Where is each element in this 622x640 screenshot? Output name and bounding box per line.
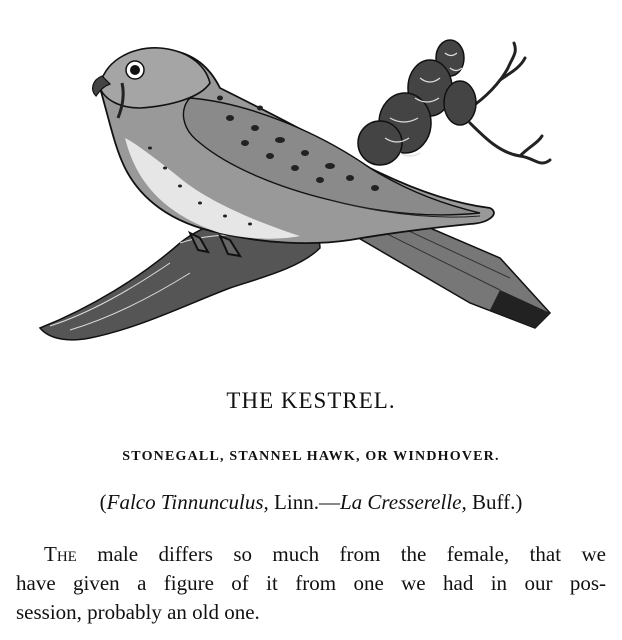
buffon-authority: Buff.) — [472, 490, 523, 514]
kestrel-illustration — [30, 28, 570, 358]
linnaeus-authority: Linn.— — [274, 490, 340, 514]
open-paren: ( — [99, 490, 107, 514]
pine-cones — [358, 40, 476, 165]
paragraph-line — [16, 540, 606, 569]
latin-name: Falco Tinnunculus, — [106, 490, 269, 514]
page-title: THE KESTREL. — [226, 388, 396, 413]
french-name: La Cresserelle, — [339, 490, 467, 514]
common-names: STONEGALL, STANNEL HAWK, OR WINDHOVER. — [122, 449, 500, 464]
lead-word: The — [44, 542, 77, 566]
branch-twigs — [470, 43, 550, 163]
description-paragraph — [16, 540, 606, 627]
scientific-names — [0, 490, 622, 515]
paragraph-line: session, probably an old one. — [16, 600, 260, 624]
paragraph-line: have given a figure of it from one we had in our pos- — [16, 571, 606, 595]
line-1-text: male differs so much from the female, that we — [76, 542, 606, 566]
